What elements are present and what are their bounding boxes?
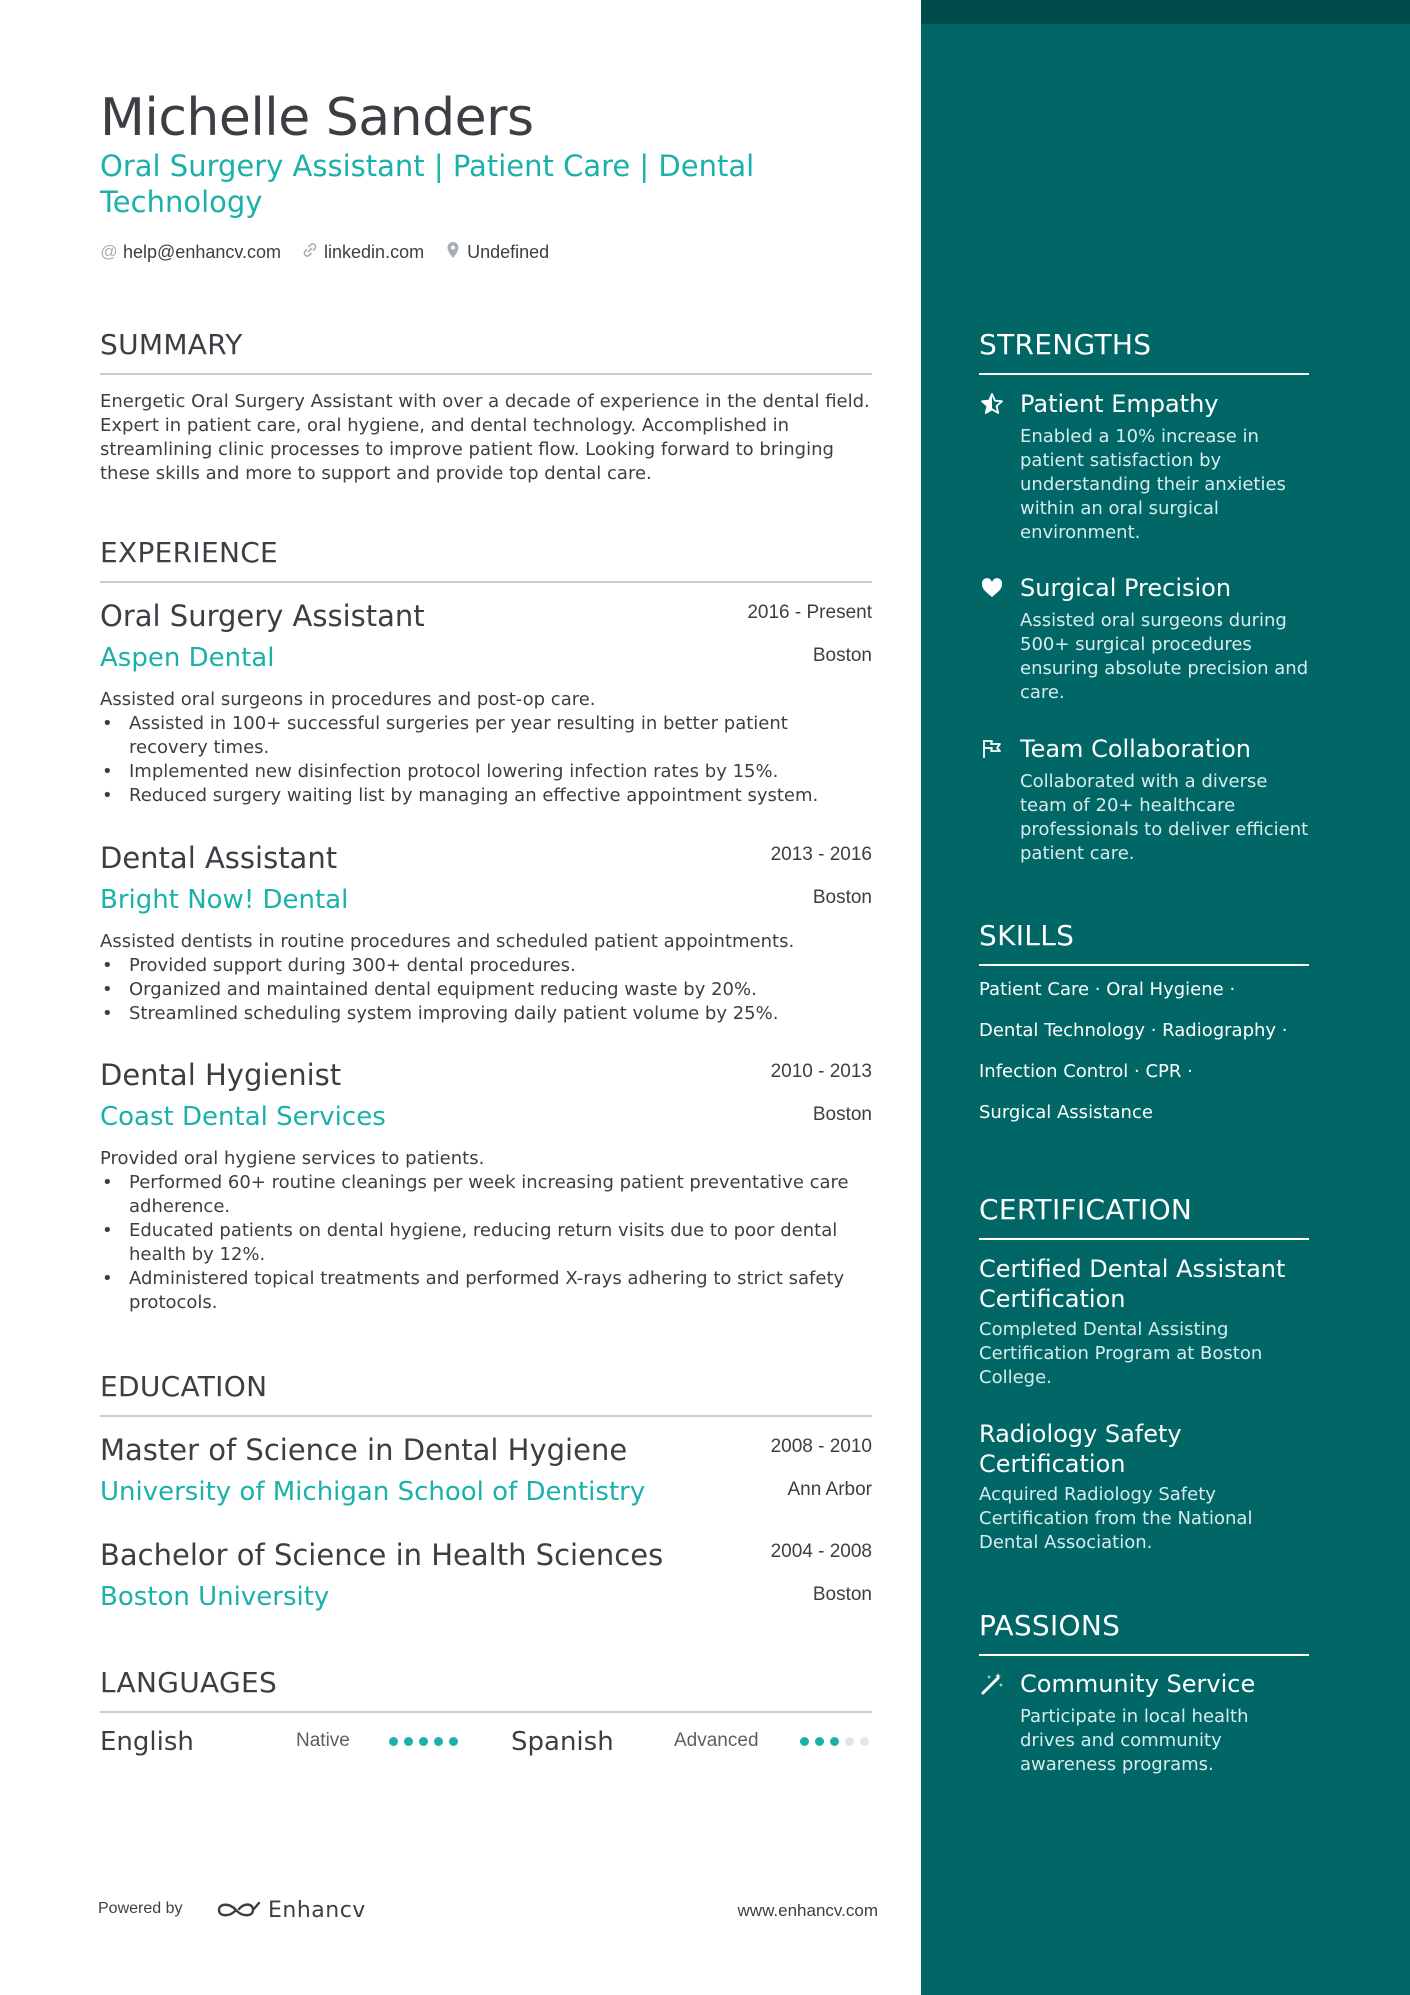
job-title: Dental Assistant: [100, 841, 338, 875]
strengths-title: STRENGTHS: [979, 328, 1152, 361]
rating-dot-filled: [404, 1737, 413, 1746]
footer-website-link[interactable]: www.enhancv.com: [737, 1901, 878, 1920]
contact-linkedin-text: linkedin.com: [324, 241, 425, 262]
enhancv-logo-text: Enhancv: [268, 1897, 366, 1923]
education-location: Ann Arbor: [787, 1479, 872, 1500]
contact-location-text: Undefined: [467, 241, 550, 262]
education-degree: Master of Science in Dental Hygiene: [100, 1433, 628, 1467]
job-bullets: [100, 712, 872, 808]
candidate-name: Michelle Sanders: [100, 88, 534, 148]
rating-dot-empty: [845, 1737, 854, 1746]
job-dates: 2016 - Present: [747, 602, 872, 623]
job-dates: 2013 - 2016: [770, 844, 872, 865]
strengths-divider: [979, 373, 1309, 375]
certification-description: Acquired Radiology Safety Certification from the National Dental Association.: [979, 1484, 1253, 1553]
education-divider: [100, 1415, 872, 1417]
contact-bar: [100, 240, 569, 264]
languages-divider: [100, 1711, 872, 1713]
at-icon: @: [100, 242, 118, 261]
experience-divider: [100, 581, 872, 583]
job-description: Assisted oral surgeons in procedures and post-op care.: [100, 689, 596, 710]
language-item: [511, 1722, 614, 1762]
passions-title: PASSIONS: [979, 1609, 1121, 1642]
skill-line: Surgical Assistance: [979, 1102, 1153, 1123]
job-bullet: • Reduced surgery waiting list by managing an effective appointment system.: [100, 784, 872, 808]
certification-divider: [979, 1238, 1309, 1240]
job-company: Bright Now! Dental: [100, 885, 349, 915]
certification-title: CERTIFICATION: [979, 1193, 1193, 1226]
summary-divider: [100, 373, 872, 375]
job-dates: 2010 - 2013: [770, 1061, 872, 1082]
strength-title: Patient Empathy: [1020, 390, 1219, 418]
rating-dot-filled: [389, 1737, 398, 1746]
languages-list: [100, 1722, 872, 1762]
flag-icon: [979, 737, 1005, 763]
rating-dot-filled: [434, 1737, 443, 1746]
strength-description: Assisted oral surgeons during 500+ surgical procedures ensuring absolute precision and care.: [1020, 610, 1309, 703]
language-level: Advanced: [674, 1730, 759, 1751]
rating-dot-filled: [830, 1737, 839, 1746]
job-bullet: • Assisted in 100+ successful surgeries per year resulting in better patient recovery times.: [100, 712, 872, 760]
strength-title: Team Collaboration: [1020, 735, 1252, 763]
enhancv-logo[interactable]: [216, 1895, 366, 1925]
strength-description: Enabled a 10% increase in patient satisfaction by understanding their anxieties within an oral surgical environment.: [1020, 426, 1286, 543]
skill-line: Infection Control · CPR ·: [979, 1061, 1193, 1082]
job-bullets: [100, 1171, 872, 1315]
heart-icon: [979, 576, 1005, 602]
language-rating: [389, 1737, 464, 1746]
education-location: Boston: [812, 1584, 872, 1605]
education-school: University of Michigan School of Dentistry: [100, 1477, 646, 1507]
certification-item: [979, 1254, 1309, 1390]
skill-line: Patient Care · Oral Hygiene ·: [979, 979, 1236, 1000]
magic-wand-icon: [979, 1672, 1005, 1698]
strength-description: Collaborated with a diverse team of 20+ healthcare professionals to deliver efficient patient care.: [1020, 771, 1309, 864]
rating-dot-filled: [419, 1737, 428, 1746]
certification-name: Certified Dental Assistant Certification: [979, 1255, 1286, 1313]
job-description: Provided oral hygiene services to patients.: [100, 1148, 485, 1169]
education-dates: 2008 - 2010: [770, 1436, 872, 1457]
candidate-headline: Oral Surgery Assistant | Patient Care | Dental Technology: [100, 149, 755, 219]
contact-location: [444, 241, 549, 264]
summary-text: Energetic Oral Surgery Assistant with over a decade of experience in the dental field. Expert in patient care, oral hygiene, and dental technology. Accomplished in streamlining clinic processes to improve patient flow. Looking forward to bringing these skills and more to support and provide top dental care.: [100, 391, 870, 484]
strength-title: Surgical Precision: [1020, 574, 1232, 602]
summary-title: SUMMARY: [100, 328, 243, 361]
job-location: Boston: [812, 887, 872, 908]
language-name: Spanish: [511, 1727, 614, 1757]
job-location: Boston: [812, 645, 872, 666]
experience-title: EXPERIENCE: [100, 536, 279, 569]
star-half-icon: [979, 392, 1005, 418]
skills-title: SKILLS: [979, 919, 1075, 952]
job-bullet: • Streamlined scheduling system improving daily patient volume by 25%.: [100, 1002, 872, 1026]
job-title: Oral Surgery Assistant: [100, 599, 425, 633]
certification-name: Radiology Safety Certification: [979, 1420, 1182, 1478]
education-title: EDUCATION: [100, 1370, 268, 1403]
education-degree: Bachelor of Science in Health Sciences: [100, 1538, 664, 1572]
sidebar-top-band: [921, 0, 1410, 24]
rating-dot-filled: [449, 1737, 458, 1746]
rating-dot-empty: [860, 1737, 869, 1746]
powered-by-text: Powered by: [98, 1900, 183, 1917]
job-bullet: • Educated patients on dental hygiene, reducing return visits due to poor dental health by 12%.: [100, 1219, 872, 1267]
contact-email-text: help@enhancv.com: [123, 241, 282, 262]
job-company: Coast Dental Services: [100, 1102, 386, 1132]
language-item: [100, 1722, 194, 1762]
job-description: Assisted dentists in routine procedures and scheduled patient appointments.: [100, 931, 795, 952]
language-name: English: [100, 1727, 194, 1757]
certification-description: Completed Dental Assisting Certification Program at Boston College.: [979, 1319, 1263, 1388]
skills-list: [979, 978, 1309, 1142]
job-bullet: • Provided support during 300+ dental procedures.: [100, 954, 872, 978]
language-rating: [800, 1737, 875, 1746]
job-bullet: • Administered topical treatments and performed X-rays adhering to strict safety protocols.: [100, 1267, 872, 1315]
job-bullets: [100, 954, 872, 1026]
location-pin-icon: [444, 241, 462, 264]
job-bullet: • Implemented new disinfection protocol lowering infection rates by 15%.: [100, 760, 872, 784]
job-bullet: • Performed 60+ routine cleanings per week increasing patient preventative care adherence.: [100, 1171, 872, 1219]
education-dates: 2004 - 2008: [770, 1541, 872, 1562]
passion-description: Participate in local health drives and community awareness programs.: [1020, 1706, 1249, 1775]
contact-email[interactable]: [100, 242, 281, 263]
enhancv-logo-icon: [216, 1898, 262, 1922]
education-school: Boston University: [100, 1582, 330, 1612]
languages-title: LANGUAGES: [100, 1666, 278, 1699]
language-level: Native: [296, 1730, 350, 1751]
skill-line: Dental Technology · Radiography ·: [979, 1020, 1288, 1041]
passion-title: Community Service: [1020, 1670, 1256, 1698]
rating-dot-filled: [815, 1737, 824, 1746]
certification-item: [979, 1419, 1309, 1555]
job-bullet: • Organized and maintained dental equipment reducing waste by 20%.: [100, 978, 872, 1002]
job-title: Dental Hygienist: [100, 1058, 342, 1092]
job-location: Boston: [812, 1104, 872, 1125]
rating-dot-filled: [800, 1737, 809, 1746]
link-icon: [301, 242, 319, 263]
passions-divider: [979, 1654, 1309, 1656]
contact-linkedin[interactable]: [301, 242, 424, 263]
footer: [98, 1895, 878, 1925]
skills-divider: [979, 964, 1309, 966]
job-company: Aspen Dental: [100, 643, 275, 673]
